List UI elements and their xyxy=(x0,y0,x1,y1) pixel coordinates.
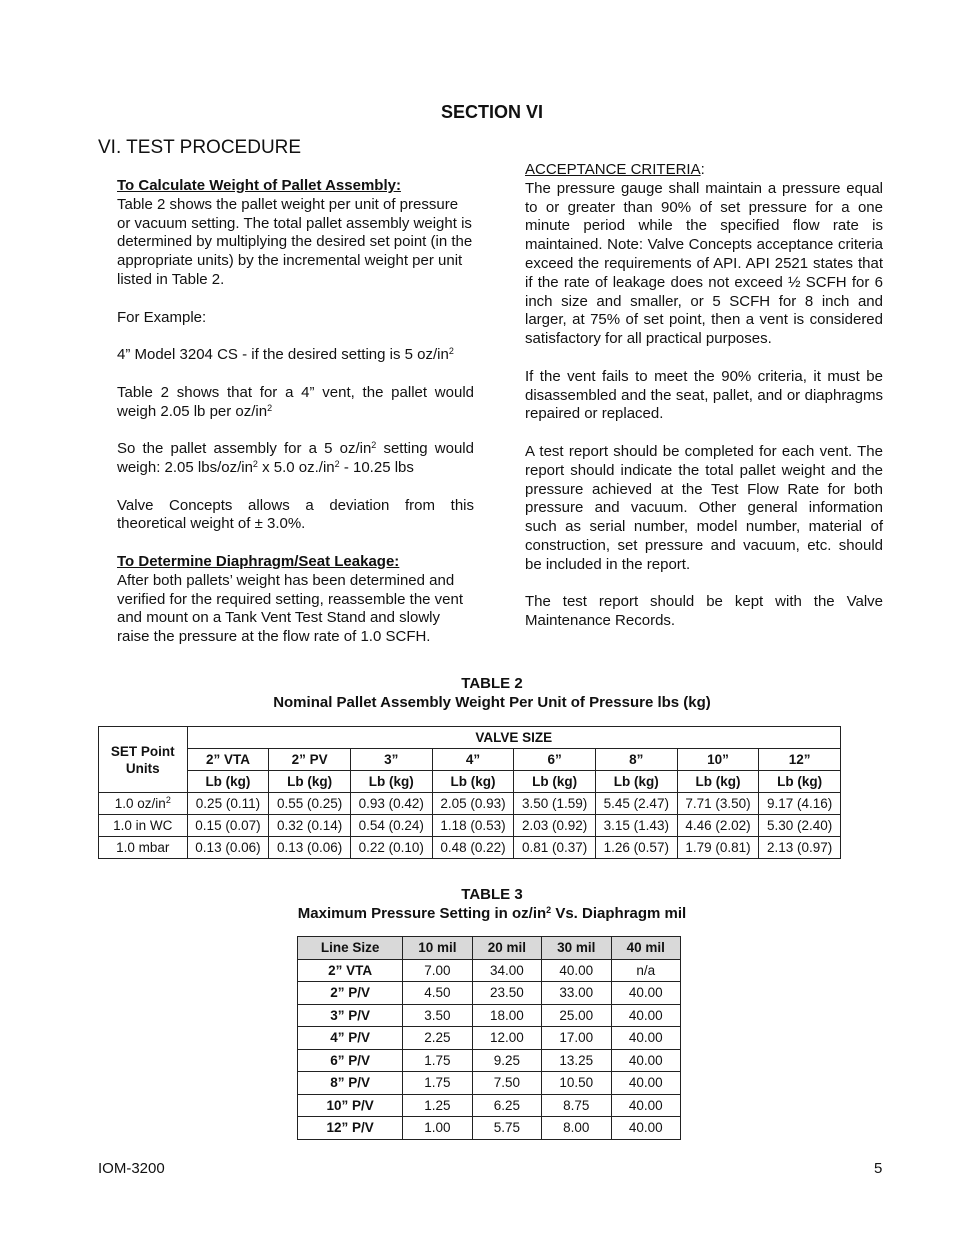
table3-header-3: 30 mil xyxy=(542,937,611,960)
leak-text: After both pallets’ weight has been determined and verified for the required setting, reassemble the vent and mount on a Tank Vent Test Stand and slowly raise the pressure at the flow rate of 1.0 SCFH. xyxy=(117,571,464,646)
weight-cell: 0.15 (0.07) xyxy=(187,815,269,837)
table-row xyxy=(298,982,681,1005)
table3-subtitle: Maximum Pressure Setting in $oz/in^2$ Vs. Diaphragm mil xyxy=(297,905,687,922)
table2 xyxy=(98,726,841,859)
table-row xyxy=(298,959,681,982)
valve-size-header: VALVE SIZE xyxy=(187,727,840,749)
pressure-cell: 23.50 xyxy=(472,982,541,1005)
table-row xyxy=(298,1027,681,1050)
pressure-cell: 2.25 xyxy=(403,1027,472,1050)
weight-cell: 0.13 (0.06) xyxy=(269,837,351,859)
fail-text: If the vent fails to meet the 90% criteria, it must be disassembled and the seat, pallet, and or diaphragms repaired or replaced. xyxy=(525,367,883,423)
pressure-cell: 40.00 xyxy=(611,1072,680,1095)
set-point-unit-text: 1.0 oz/in xyxy=(114,796,166,811)
acceptance-heading: ACCEPTANCE CRITERIA: xyxy=(525,161,705,178)
page-number: 5 xyxy=(874,1160,883,1177)
unit-superscript: 2 xyxy=(165,795,171,805)
unit-label: Lb (kg) xyxy=(269,771,351,793)
pressure-cell: 18.00 xyxy=(472,1004,541,1027)
table3-header-2: 20 mil xyxy=(472,937,541,960)
table3-title: TABLE 3 xyxy=(461,886,523,903)
valve-size-5: 8” xyxy=(595,749,677,771)
table-row xyxy=(298,1072,681,1095)
pressure-cell: 1.75 xyxy=(403,1049,472,1072)
weight-cell: 5.45 (2.47) xyxy=(595,793,677,815)
unit-label: Lb (kg) xyxy=(595,771,677,793)
weight-cell: 0.32 (0.14) xyxy=(269,815,351,837)
valve-size-2: 3” xyxy=(350,749,432,771)
valve-size-1: 2” PV xyxy=(269,749,351,771)
line-size-cell: 12” P/V xyxy=(298,1117,403,1140)
table-row xyxy=(99,837,841,859)
pressure-cell: 5.75 xyxy=(472,1117,541,1140)
example-label: For Example: xyxy=(117,308,207,326)
table3-header-1: 10 mil xyxy=(403,937,472,960)
weight-cell: 0.25 (0.11) xyxy=(187,793,269,815)
unit-label: Lb (kg) xyxy=(187,771,269,793)
weight-cell: 1.26 (0.57) xyxy=(595,837,677,859)
weight-cell: 0.81 (0.37) xyxy=(514,837,596,859)
pressure-cell: 1.00 xyxy=(403,1117,472,1140)
line-size-cell: 4” P/V xyxy=(298,1027,403,1050)
set-point-unit-text: 1.0 mbar xyxy=(116,840,170,855)
weight-cell: 3.15 (1.43) xyxy=(595,815,677,837)
weight-cell: 0.93 (0.42) xyxy=(350,793,432,815)
weight-cell: 1.18 (0.53) xyxy=(432,815,514,837)
left-column xyxy=(117,177,474,666)
valve-size-0: 2” VTA xyxy=(187,749,269,771)
pressure-cell: 33.00 xyxy=(542,982,611,1005)
set-point-unit-text: 1.0 in WC xyxy=(113,818,173,833)
pressure-cell: 40.00 xyxy=(611,1094,680,1117)
weight-cell: 0.13 (0.06) xyxy=(187,837,269,859)
section-title: SECTION VI xyxy=(440,102,543,122)
set-point-unit xyxy=(99,793,188,815)
page-heading: VI. TEST PROCEDURE xyxy=(98,137,302,158)
table3-header-0: Line Size xyxy=(298,937,403,960)
pressure-cell: 10.50 xyxy=(542,1072,611,1095)
table3 xyxy=(297,936,681,1140)
so-text: So the pallet assembly for a 5 $oz/in^2$ setting would weigh: 2.05 lbs/$oz/in^2$ x 5.0 $oz./in^2 - 10.25$ lbs xyxy=(117,440,474,476)
unit-label: Lb (kg) xyxy=(350,771,432,793)
line-size-cell: 10” P/V xyxy=(298,1094,403,1117)
valve-size-7: 12” xyxy=(759,749,841,771)
pressure-cell: 7.00 xyxy=(403,959,472,982)
table2-shows-text: Table 2 shows that for a 4” vent, the pallet would weigh 2.05 lb per $oz/in^2$ xyxy=(117,383,474,420)
pressure-cell: 8.75 xyxy=(542,1094,611,1117)
weight-cell: 2.03 (0.92) xyxy=(514,815,596,837)
pressure-cell: n/a xyxy=(611,959,680,982)
pressure-cell: 40.00 xyxy=(611,982,680,1005)
doc-id: IOM-3200 xyxy=(98,1160,165,1177)
table3-header-4: 40 mil xyxy=(611,937,680,960)
pressure-cell: 9.25 xyxy=(472,1049,541,1072)
right-column xyxy=(525,161,883,650)
table-row xyxy=(99,793,841,815)
table-row xyxy=(298,1004,681,1027)
unit-label: Lb (kg) xyxy=(759,771,841,793)
table-row xyxy=(99,815,841,837)
pressure-cell: 4.50 xyxy=(403,982,472,1005)
deviation-text: Valve Concepts allows a deviation from this theoretical weight of ± 3.0%. xyxy=(117,496,474,533)
pressure-cell: 40.00 xyxy=(611,1049,680,1072)
table2-subtitle: Nominal Pallet Assembly Weight Per Unit of Pressure lbs (kg) xyxy=(273,694,711,711)
weight-cell: 1.79 (0.81) xyxy=(677,837,759,859)
calc-heading: To Calculate Weight of Pallet Assembly: xyxy=(117,177,401,194)
pressure-cell: 40.00 xyxy=(611,1004,680,1027)
table-row xyxy=(298,1094,681,1117)
weight-cell: 2.05 (0.93) xyxy=(432,793,514,815)
pressure-cell: 7.50 xyxy=(472,1072,541,1095)
weight-cell: 4.46 (2.02) xyxy=(677,815,759,837)
valve-size-6: 10” xyxy=(677,749,759,771)
line-size-cell: 8” P/V xyxy=(298,1072,403,1095)
pressure-cell: 34.00 xyxy=(472,959,541,982)
weight-cell: 9.17 (4.16) xyxy=(759,793,841,815)
line-size-cell: 2” VTA xyxy=(298,959,403,982)
table-row xyxy=(298,1049,681,1072)
pressure-cell: 6.25 xyxy=(472,1094,541,1117)
kept-text: The test report should be kept with the Valve Maintenance Records. xyxy=(525,593,883,630)
set-point-unit xyxy=(99,837,188,859)
table-row xyxy=(298,1117,681,1140)
valve-size-4: 6” xyxy=(514,749,596,771)
pressure-cell: 40.00 xyxy=(611,1027,680,1050)
weight-cell: 5.30 (2.40) xyxy=(759,815,841,837)
pressure-cell: 1.25 xyxy=(403,1094,472,1117)
table2-title: TABLE 2 xyxy=(461,675,523,692)
pressure-cell: 40.00 xyxy=(542,959,611,982)
pressure-cell: 13.25 xyxy=(542,1049,611,1072)
pressure-cell: 12.00 xyxy=(472,1027,541,1050)
line-size-cell: 2” P/V xyxy=(298,982,403,1005)
weight-cell: 0.54 (0.24) xyxy=(350,815,432,837)
pressure-cell: 25.00 xyxy=(542,1004,611,1027)
unit-label: Lb (kg) xyxy=(677,771,759,793)
line-size-cell: 3” P/V xyxy=(298,1004,403,1027)
pressure-cell: 40.00 xyxy=(611,1117,680,1140)
unit-label: Lb (kg) xyxy=(514,771,596,793)
acceptance-text: The pressure gauge shall maintain a pressure equal to or greater than 90% of set pressure for a one minute period while the specified flow rate is maintained. Note: Valve Concepts acceptance criteria exceed the requirements of API. API 2521 states that if the rate of leakage does not exceed ½ SCFH for 6 inch size and smaller, or 5 SCFH for 8 inch and larger, at 75% of set point, then a vent is considered satisfactory for all practical purposes. xyxy=(525,179,883,348)
unit-label: Lb (kg) xyxy=(432,771,514,793)
weight-cell: 0.55 (0.25) xyxy=(269,793,351,815)
valve-size-3: 4” xyxy=(432,749,514,771)
weight-cell: 0.48 (0.22) xyxy=(432,837,514,859)
calc-text: Table 2 shows the pallet weight per unit of pressure or vacuum setting. The total pallet assembly weight is determined by multiplying the desired set point (in the appropriate units) by the incremental weight per unit listed in Table 2. xyxy=(117,195,473,288)
set-point-unit xyxy=(99,815,188,837)
line-size-cell: 6” P/V xyxy=(298,1049,403,1072)
leak-heading: To Determine Diaphragm/Seat Leakage: xyxy=(117,552,400,570)
weight-cell: 3.50 (1.59) xyxy=(514,793,596,815)
weight-cell: 0.22 (0.10) xyxy=(350,837,432,859)
example-model: 4” Model 3204 CS - if the desired setting is 5 $oz/in^2$ xyxy=(117,346,454,364)
pressure-cell: 17.00 xyxy=(542,1027,611,1050)
table3-caption xyxy=(0,885,954,923)
weight-cell: 7.71 (3.50) xyxy=(677,793,759,815)
weight-cell: 2.13 (0.97) xyxy=(759,837,841,859)
pressure-cell: 3.50 xyxy=(403,1004,472,1027)
pressure-cell: 8.00 xyxy=(542,1117,611,1140)
pressure-cell: 1.75 xyxy=(403,1072,472,1095)
table2-caption xyxy=(0,674,954,712)
set-point-header: SET Point Units xyxy=(99,727,188,793)
report-text: A test report should be completed for each vent. The report should indicate the total pallet weight and the pressure achieved at the Test Flow Rate for both pressure and vacuum. Other general information such as serial number, model number, material of construction, set pressure and vacuum, etc. should be included in the report. xyxy=(525,442,883,573)
